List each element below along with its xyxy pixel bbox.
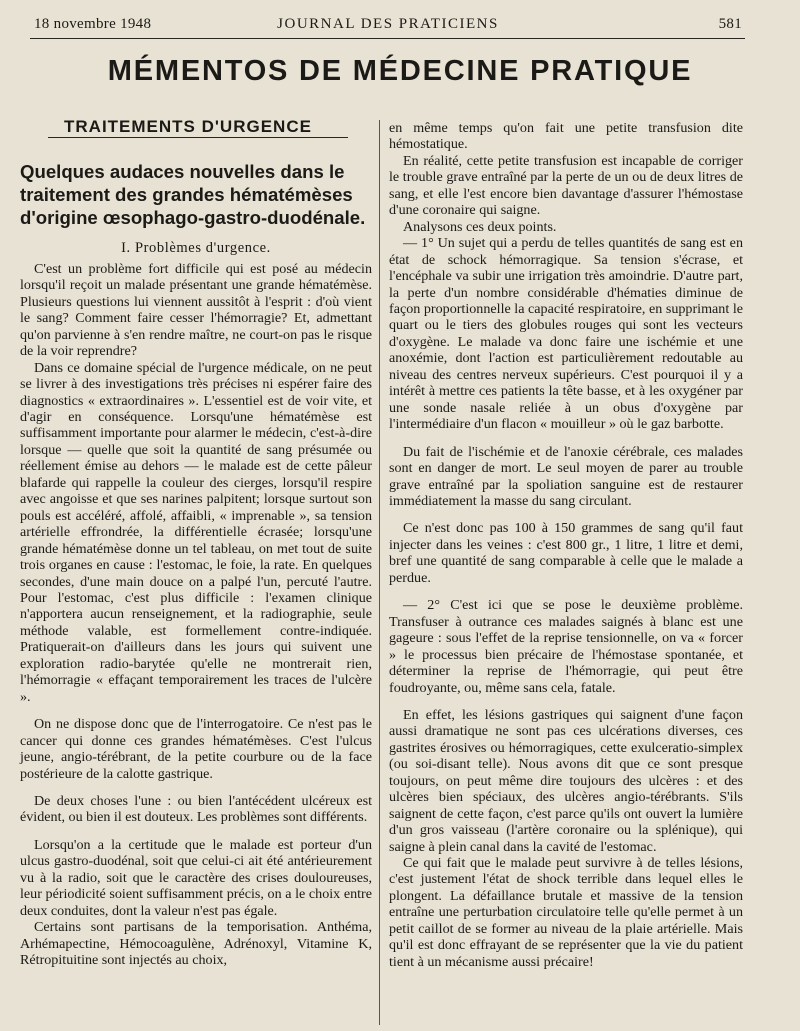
section-underline: [48, 137, 348, 138]
header-rule: [30, 38, 745, 39]
paragraph: en même temps qu'on fait une petite transfusion dite hémostatique.: [389, 120, 743, 153]
paragraph: De deux choses l'une : ou bien l'antécédent ulcéreux est évident, ou bien il est douteux. Les problèmes sont différents.: [20, 792, 372, 826]
paragraph: Du fait de l'ischémie et de l'anoxie cérébrale, ces malades sont en danger de mort. Le seul moyen de parer au trouble grave entraîné par la spoliation sanguine est de restaurer immédiatement la masse du sang circulant.: [389, 443, 743, 509]
paragraph: Lorsqu'on a la certitude que le malade est porteur d'un ulcus gastro-duodénal, soit que celui-ci ait été antérieurement vu à la radio, soit que le caractère des crises douloureuses, leur périodicité soient suffisamment précis, on a le choix entre deux conduites, dont la valeur n'est pas égale.: [20, 836, 372, 919]
paragraph: On ne dispose donc que de l'interrogatoire. Ce n'est pas le cancer qui donne ces grandes hématémèses. C'est l'ulcus jeune, angio-térébrant, de la petite courbure ou de la face postérieure de la calotte gastrique.: [20, 716, 372, 782]
running-head: [34, 12, 742, 34]
left-column: [20, 116, 372, 968]
paragraph: Dans ce domaine spécial de l'urgence médicale, on ne peut se livrer à des investigations très précises ni espérer faire des diagnostics « extraordinaires ». L'essentiel est de voir vite, et d'agir en conséquence. Lorsqu'une hématémèse est suffisamment importante pour alarmer le médecin, c'est-à-dire lorsque — quelle que soit la quantité de sang présumée ou réellement émise au dehors — le malade est de cette pâleur blafarde qui rappelle la couleur des cierges, lorsqu'il respire avec angoisse et que ses narines palpitent; lorsque surtout son pouls est accéléré, affolé, affaibli, « imprenable », sa tension artérielle effrondrée, la différentielle écrasée; lorsqu'une grande hématémèse donne un tel tableau, on met tout de suite trois organes en cause : l'estomac, le foie, la rate. En quelques secondes, d'une main douce on a palpé l'un, percuté l'autre. Pour l'estomac, c'est plus difficile : l'examen clinique n'apportera aucun renseignement, et la radiographie, seule méthode valable, est formellement contre-indiquée. Pratiquerait-on d'ailleurs dans les jours qui suivent une exploration radio-barytée qu'elle ne montrerait rien, l'hémorragie « effaçant temporairement les traces de l'ulcère ».: [20, 359, 372, 705]
section-label: TRAITEMENTS D'URGENCE: [64, 117, 312, 136]
main-title: MÉMENTOS DE MÉDECINE PRATIQUE: [107, 55, 693, 87]
paragraph: Ce n'est donc pas 100 à 150 grammes de sang qu'il faut injecter dans les veines : c'est 800 gr., 1 litre, 1 litre et demi, bref une quantité de sang comparable à celle que le malade a perdue.: [389, 520, 743, 586]
column-divider: [379, 120, 380, 1025]
paragraph: Certains sont partisans de la temporisation. Anthéma, Arhémapectine, Hémocoagulène, Adrénoxyl, Vitamine K, Rétropituitine sont injectés au choix,: [20, 919, 372, 969]
journal-name: JOURNAL DES PRATICIENS: [277, 16, 499, 32]
subhead: I. Problèmes d'urgence.: [121, 240, 271, 257]
paragraph: C'est un problème fort difficile qui est posé au médecin lorsqu'il reçoit un malade présentant une grande hématémèse. Plusieurs questions lui viennent aussitôt à l'esprit : d'où vient le sang? Comment faire cesser l'hémorragie? Et, admettant qu'on parvienne à s'en rendre maître, ne court-on pas le risque de la voir reprendre?: [20, 260, 372, 360]
paragraph: — 1° Un sujet qui a perdu de telles quantités de sang est en état de schock hémorragique. Sa tension s'écrase, et l'encéphale va subir une irrigation très amoindrie. D'autre part, la perte d'un nombre considérable d'hématies diminue de façon proportionnelle la capacité respiratoire, en supprimant le quart ou le tiers des globules rouges qui sont les vecteurs d'oxygène. Le malade va donc faire une ischémie et une anoxémie, dont l'action est particulièrement redoutable au niveau des centres nerveux supérieurs. C'est pourquoi il y a intérêt à mettre ces patients la tête basse, et à les oxygéner par une sonde nasale reliée à un obus d'oxygène par l'intermédiaire d'un flacon « mouilleur » où le gaz barbotte.: [389, 235, 743, 433]
page-number: 581: [718, 16, 742, 32]
right-column: [389, 120, 743, 970]
paragraph: Analysons ces deux points.: [403, 218, 557, 235]
paragraph: En réalité, cette petite transfusion est incapable de corriger le trouble grave entraîné par la perte de un ou de deux litres de sang, et elle l'est encore bien davantage d'assurer l'hémostase d'une coronaire qui saigne.: [389, 152, 743, 219]
article-title: Quelques audaces nouvelles dans le traitement des grandes hématémèses d'origine œsophago-gastro-duodénale.: [20, 161, 366, 229]
paragraph: En effet, les lésions gastriques qui saignent d'une façon aussi dramatique ne sont pas ces ulcérations diverses, ces gastrites érosives ou hémorragiques, cette exulceratio-simplex (ou soi-disant telle). Nous avons dit que ce sont presque toujours, on peut même dire toujours des ulcères : et des ulcères bien spéciaux, des ulcères angio-térébrants. S'ils saignent de cette façon, c'est parce qu'ils ont ouvert la lumière d'un gros vaisseau (l'artère coronaire ou la splénique), qui saigne à plein canal dans la cavité de l'estomac.: [389, 706, 743, 855]
paragraph: Ce qui fait que le malade peut survivre à de telles lésions, c'est justement l'état de shock terrible dans lequel elles le plongent. La défaillance brutale et massive de la tension entraîne une perturbation circulatoire telle qu'elle permet à un petit caillot de se former au niveau de la plaie artérielle. Mais qu'il est donc effrayant de se représenter que la vie du patient tient à un mécanisme aussi précaire!: [389, 855, 743, 970]
paragraph: — 2° C'est ici que se pose le deuxième problème. Transfuser à outrance ces malades saignés à blanc est une gageure : sous l'effet de la reprise tensionnelle, on va « forcer » le processus bien précaire de l'hémostase spontanée, et déterminer la reprise de l'hémorragie, qui peut être foudroyante, ou, même sans cela, fatale.: [389, 597, 743, 696]
issue-date: 18 novembre 1948: [34, 16, 152, 32]
